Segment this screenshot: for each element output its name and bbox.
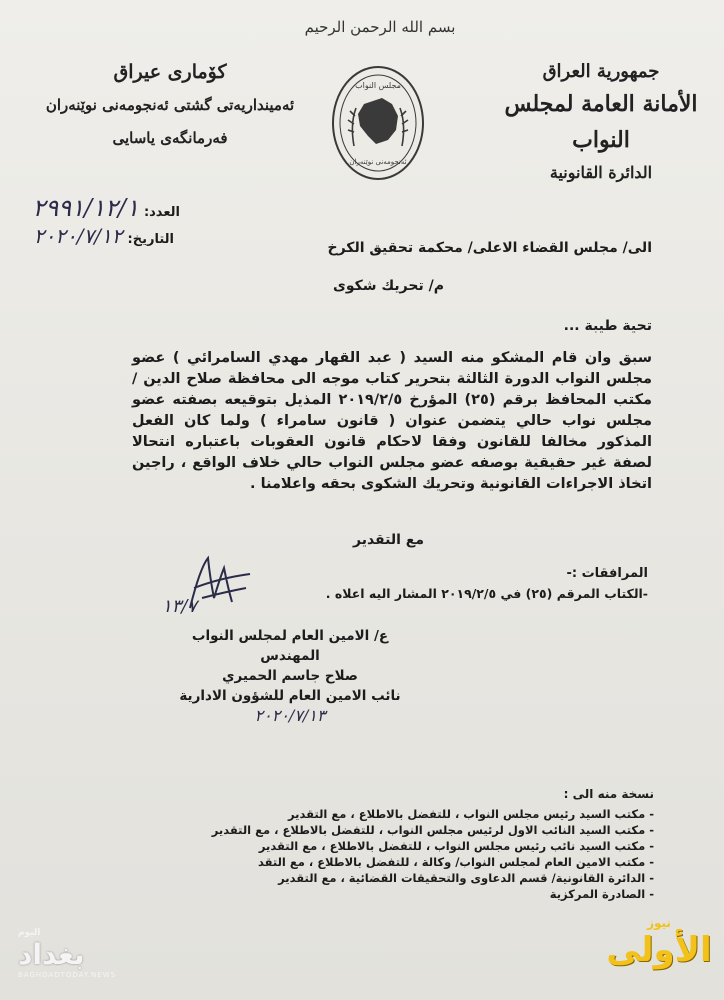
- document-number-row: [10, 194, 180, 222]
- watermark-left-brand: بغداد: [18, 938, 85, 971]
- kurdish-letterhead: [40, 56, 300, 154]
- signer-on-behalf: ع/ الامين العام لمجلس النواب: [191, 628, 389, 644]
- kurdish-department: فەرمانگەی یاسایی: [112, 129, 228, 147]
- signer-position: نائب الامين العام للشؤون الادارية: [179, 688, 401, 704]
- list-item: - مكتب السيد نائب رئيس مجلس النواب ، للتفضل بالاطلاع ، مع التقدير: [184, 838, 654, 854]
- kurdish-secretariat: ئەمینداریەتی گشتی ئەنجومەنی نوێنەران: [45, 96, 295, 114]
- kurdish-country: كۆماری عیراق: [113, 61, 227, 83]
- seal-top-text: مجلس النواب: [355, 81, 401, 90]
- watermark-left-url: BAGHDADTODAY.NEWS: [18, 971, 117, 979]
- letter-body: [132, 348, 652, 495]
- attachment-item: -الكتاب المرقم (٢٥) في ٢٠١٩/٢/٥ المشار اليه اعلاه .: [325, 586, 648, 601]
- letterhead-department: الدائرة القانونية: [549, 163, 653, 182]
- parliament-seal-icon: [330, 64, 426, 182]
- date-value: ٢٠٢٠/٧/١٢: [33, 224, 123, 248]
- attachments-heading: المرافقات :-: [566, 566, 648, 581]
- document-date-row: [24, 224, 174, 248]
- signature-date: ٢٠٢٠/٧/١٣: [254, 706, 326, 725]
- subject: م/ تحريك شكوى: [333, 278, 444, 294]
- letter-body-paragraph: سبق وان قام المشكو منه السيد ( عبد القهار مهدي السامرائي ) عضو مجلس النواب الدورة الثالثة بتحرير كتاب موجه الى محافظة صلاح الدين / مكتب المحافظ برقم (٢٥) المؤرخ ٢٠١٩/٢/٥ المذيل بتوقيعه بصفته عضو مجلس نواب حالي يتضمن عنوان ( قانون سامراء ) ولما كان الفعل المذكور مخالفا للقانون وفقا لاحكام قانون العقوبات باعتباره انتحالا لصفة غير حقيقية بوصفه عضو مجلس النواب حالي خلاف الواقع ، راجين اتخاذ الاجراءات القانونية وتحريك الشكوى بحقه واعلامنا .: [132, 350, 652, 492]
- signer-name: صلاح جاسم الحميري: [222, 668, 358, 684]
- signature-initials: ١٣/٧: [162, 596, 198, 617]
- greeting: تحية طيبة ...: [563, 318, 652, 334]
- seal-bottom-text: ئەنجومەنی نوێنەران: [349, 158, 407, 166]
- list-item: - الدائرة القانونية/ قسم الدعاوى والتحقيقات القضائية ، مع التقدير: [184, 870, 654, 886]
- list-item: - مكتب السيد النائب الاول لرئيس مجلس النواب ، للتفضل بالاطلاع ، مع التقدير: [184, 822, 654, 838]
- list-item: - مكتب الامين العام لمجلس النواب/ وكالة ، للتفضل بالاطلاع ، مع التقد: [184, 854, 654, 870]
- alula-news-watermark: [604, 916, 714, 970]
- closing-regards: مع التقدير: [352, 532, 424, 548]
- letterhead-secretariat: الأمانة العامة لمجلس النواب: [504, 91, 698, 153]
- arabic-letterhead: [496, 58, 706, 188]
- list-item: - مكتب السيد رئيس مجلس النواب ، للتفضل بالاطلاع ، مع التقدير: [184, 806, 654, 822]
- list-item: - الصادرة المركزية: [184, 886, 654, 902]
- baghdad-today-watermark: [18, 928, 128, 979]
- number-label: العدد:: [143, 205, 180, 220]
- number-value: ٢٩٩١/١٢/١: [32, 194, 139, 222]
- bismillah: بسم الله الرحمن الرحيم: [304, 18, 456, 36]
- recipient: الى/ مجلس القضاء الاعلى/ محكمة تحقيق الكرخ: [327, 240, 652, 256]
- watermark-right-brand: الأولى: [606, 930, 712, 970]
- signer-title: المهندس: [260, 648, 320, 664]
- watermark-right-tag: نيوز: [647, 916, 671, 930]
- copies-heading: نسخة منه الى :: [563, 787, 654, 801]
- watermark-left-tag: اليوم: [18, 928, 41, 938]
- signature-block: [160, 626, 420, 726]
- copies-list: [184, 786, 654, 902]
- letterhead-country: جمهورية العراق: [542, 61, 660, 82]
- date-label: التاريخ:: [127, 232, 174, 247]
